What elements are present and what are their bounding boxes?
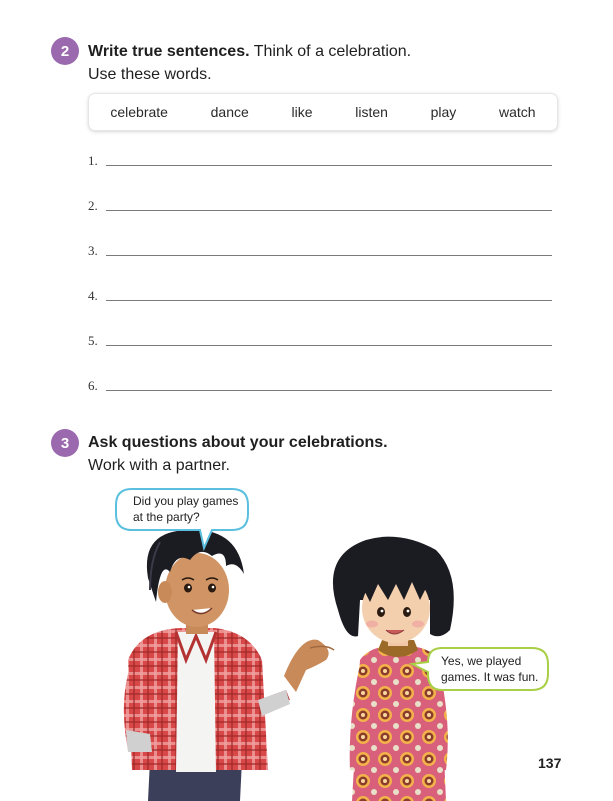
girl-speech-line-1: Yes, we played (441, 654, 522, 668)
answer-line-number: 6. (88, 378, 98, 393)
boy-speech-line-1: Did you play games (133, 494, 239, 508)
word-bank-item: celebrate (110, 104, 168, 120)
girl-speech-line-2: games. It was fun. (441, 670, 539, 684)
girl-speech-bubble (441, 653, 538, 685)
answer-line-number: 5. (88, 333, 98, 348)
word-bank-item: play (430, 104, 457, 120)
boy-speech-line-2: at the party? (133, 510, 200, 524)
word-bank-item: dance (210, 104, 249, 120)
exercise-2-title-rest: Think of a celebration. (249, 43, 412, 60)
word-bank-item: watch (499, 104, 536, 120)
page-number: 137 (538, 755, 562, 771)
boy-speech-bubble (133, 493, 238, 525)
exercise-2-subtitle: Use these words. (88, 66, 212, 83)
answer-line-number: 3. (88, 243, 98, 258)
boy-figure (124, 530, 334, 801)
exercise-3-number: 3 (60, 434, 70, 452)
answer-line-number: 1. (88, 153, 98, 168)
answer-line-number: 4. (88, 288, 98, 303)
exercise-2-title-bold: Write true sentences. (88, 43, 250, 60)
word-bank-item: like (291, 104, 313, 120)
exercise-3-subtitle: Work with a partner. (88, 457, 230, 474)
answer-line-number: 2. (88, 198, 98, 213)
exercise-2-number: 2 (60, 42, 70, 60)
exercise-3-title-bold: Ask questions about your celebrations. (88, 434, 388, 451)
word-bank-item: listen (355, 104, 388, 120)
